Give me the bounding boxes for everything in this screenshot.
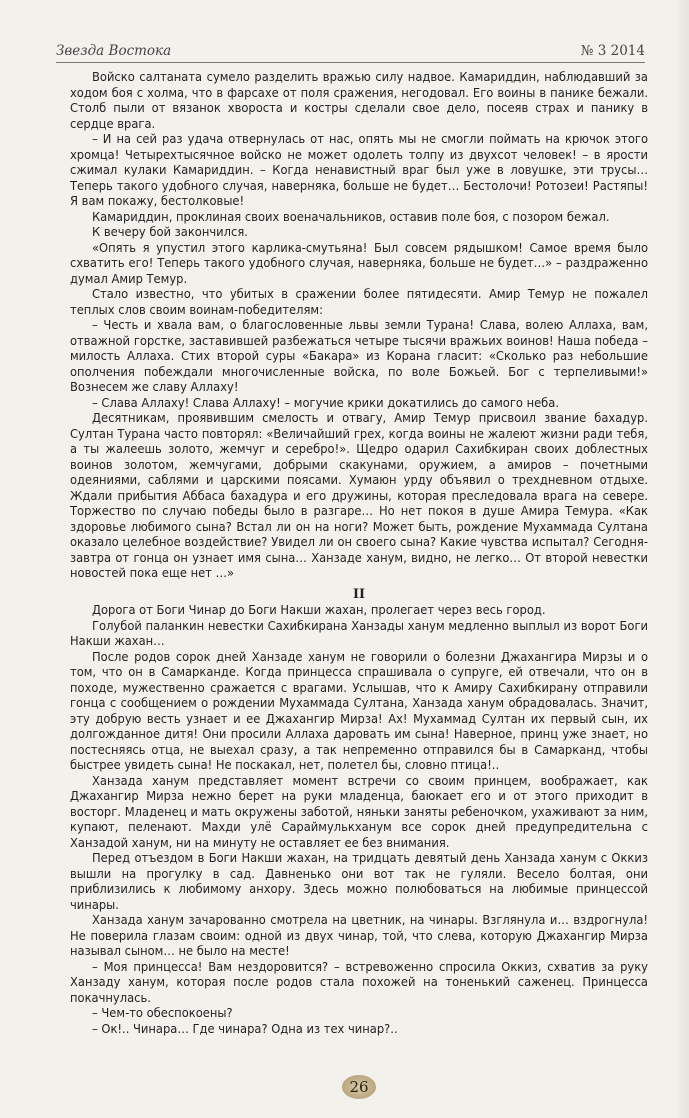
page-header [56, 40, 645, 63]
paragraph: – И на сей раз удача отвернулась от нас, опять мы не смогли поймать на крючок этого хромца! Четырехтысячное войско не может одолеть толпу из двухсот человек! – в ярости сжимал кулаки Камариддин. – Когда ненавистный враг был уже в ловушке, эти трусы… Теперь такого удобного случая, наверняка, больше не будет… Бестолочи! Ротозеи! Растяпы! Я вам покажу, бестолковые! [70, 132, 648, 209]
paragraph: Ханзада ханум представляет момент встречи со своим принцем, воображает, как Джахангир Мирза нежно берет на руки младенца, баюкает его и от этого приходит в восторг. Младенец и мать окружены заботой, няньки заняты ребеночком, ухаживают за ним, купают, пеленают. Махди улё Сараймулькханум все сорок дней предупредительна с Ханзадой ханум, ни на минуту не оставляет ее без внимания. [70, 773, 648, 851]
issue-number: № 3 2014 [580, 43, 645, 59]
paragraph: Камариддин, проклиная своих военачальников, оставив поле боя, с позором бежал. [92, 209, 610, 225]
paragraph: – Моя принцесса! Вам нездоровится? – встревоженно спросила Оккиз, схватив за руку Ханзаду ханум, которая после родов стала похожей на тоненький саженец. Принцесса покачнулась. [70, 959, 648, 1006]
article-body [70, 70, 648, 1060]
paragraph: – Ок!.. Чинара… Где чинара? Одна из тех чинар?.. [92, 1021, 398, 1037]
page-number [342, 1075, 376, 1099]
paragraph: Войско салтаната сумело разделить вражью силу надвое. Камариддин, наблюдавший за ходом боя с холма, что в фарсахе от поля сражения, негодовал. Его воины в панике бежали. Столб пыли от вязанок хвороста и костры сделали свое дело, посеяв страх и панику в сердце врага. [70, 70, 648, 132]
paragraph: Ханзада ханум зачарованно смотрела на цветник, на чинары. Взглянула и… вздрогнула! Не поверила глазам своим: одной из двух чинар, той, что слева, которую Джахангир Мирза называл сыном… не было на месте! [70, 913, 648, 959]
paragraph: – Чем-то обеспокоены? [92, 1006, 233, 1021]
paragraph: – Слава Аллаху! Слава Аллаху! – могучие крики докатились до самого неба. [92, 395, 559, 411]
section-number: II [353, 586, 365, 602]
paragraph: «Опять я упустил этого карлика-смутьяна! Был совсем рядышком! Самое время было схватить его! Теперь такого удобного случая, наверняка, больше не будет…» – раздраженно думал Амир Темур. [70, 240, 648, 287]
page-number-label: 26 [349, 1078, 369, 1096]
paragraph: Стало известно, что убитых в сражении более пятидесяти. Амир Темур не пожалел теплых слов своим воинам-победителям: [70, 287, 648, 318]
page-edge-shadow [675, 0, 689, 1118]
paragraph: Перед отъездом в Боги Накши жахан, на тридцать девятый день Ханзада ханум с Оккиз вышли на прогулку в сад. Давненько они вот так не гуляли. Весело болтая, они приблизились к любимому анхору. Здесь можно полюбоваться на любимые принцессой чинары. [70, 851, 648, 913]
paragraph: – Честь и хвала вам, о благословенные львы земли Турана! Слава, волею Аллаха, вам, отважной горстке, заставившей разбежаться четыре тысячи вражьих воинов! Наша победа – милость Аллаха. Стих второй суры «Бакара» из Корана гласит: «Сколько раз небольшие ополчения побеждали многочисленные войска, по воле Божьей. Бог с терпеливыми!» Вознесем же славу Аллаху! [70, 318, 648, 395]
journal-title: Звезда Востока [56, 43, 172, 59]
paragraph: К вечеру бой закончился. [92, 225, 248, 240]
paragraph: Дорога от Боги Чинар до Боги Накши жахан, пролегает через весь город. [92, 603, 546, 618]
paragraph: Десятникам, проявившим смелость и отвагу, Амир Темур присвоил звание бахадур. Султан Турана часто повторял: «Величайший грех, когда воины не жалеют жизни ради тебя, а ты жалеешь золото, жемчуг и серебро!». Щедро одарил Сахибкиран своих доблестных воинов золотом, жемчугами, добрыми скакунами, оружием, а амиров – почетными одеяниями, саблями и царскими поясами. Хумаюн урду объявил о трехдневном отдыхе. Ждали прибытия Аббаса бахадура и его дружины, которая преследовала врага на севере. Торжество по случаю победы было в разгаре… Но нет покоя в душе Амира Темура. «Как здоровье любимого сына? Встал ли он на ноги? Может быть, рождение Мухаммада Султана оказало целебное воздействие? Увидел ли он своего сына? Какие чувства испытал? Сегодня-завтра от гонца он узнает имя сына… Ханзаде ханум, видно, не легко… От второй невестки новостей пока еще нет …» [70, 411, 648, 581]
paragraph: Голубой паланкин невестки Сахибкирана Ханзады ханум медленно выплыл из ворот Боги Накши жахан… [70, 618, 648, 649]
paragraph: После родов сорок дней Ханзаде ханум не говорили о болезни Джахангира Мирзы и о том, что он в Самарканде. Когда принцесса спрашивала о супруге, ей отвечали, что он в походе, мужественно сражается с врагами. Услышав, что к Амиру Сахибкирану отправили гонца с сообщением о рождении Мухаммада Султана, Ханзада ханум обрадовалась. Значит, эту добрую весть узнает и ее Джахангир Мирза! Ах! Мухаммад Султан их первый сын, их долгожданное дитя! Они просили Аллаха даровать им сына! Наверное, принц уже знает, но постесняясь отца, не выехал сразу, а так непременно отправился бы в Самарканд, чтобы быстрее увидеть сына! Не поскакал, нет, полетел бы, словно птица!.. [70, 649, 648, 773]
